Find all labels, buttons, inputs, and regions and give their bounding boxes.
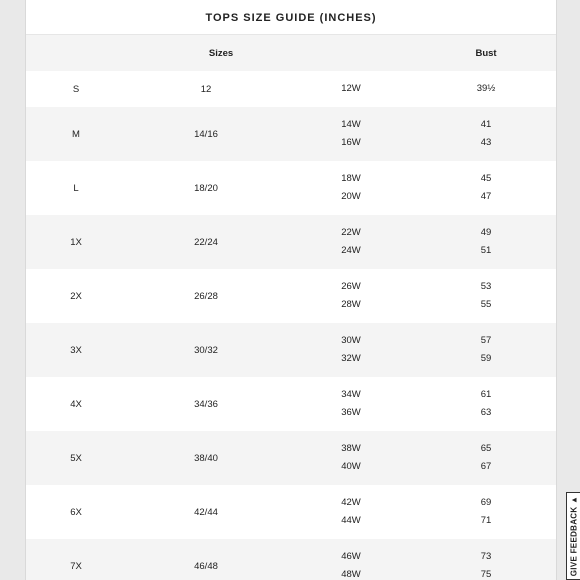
bust-value: 69	[480, 497, 492, 508]
women-size-value: 24W	[341, 245, 361, 256]
triangle-up-icon: ▲	[569, 495, 578, 504]
give-feedback-button[interactable]	[566, 492, 580, 580]
bust-cell	[416, 269, 556, 323]
size-label-cell: L	[73, 182, 79, 194]
women-size-value: 18W	[341, 173, 361, 184]
women-size-cell	[286, 323, 416, 377]
bust-header: Bust	[475, 47, 497, 59]
table-row	[26, 323, 556, 377]
women-size-cell	[286, 431, 416, 485]
size-label-cell: 5X	[70, 452, 82, 464]
women-size-value: 40W	[341, 461, 361, 472]
bust-cell	[416, 539, 556, 580]
women-size-value: 32W	[341, 353, 361, 364]
women-size-value: 44W	[341, 515, 361, 526]
bust-cell	[416, 431, 556, 485]
bust-cell	[416, 161, 556, 215]
numeric-size-cell: 38/40	[194, 452, 218, 464]
size-table	[26, 35, 556, 580]
table-row	[26, 107, 556, 161]
bust-value: 45	[480, 173, 492, 184]
numeric-size-cell: 22/24	[194, 236, 218, 248]
size-label-cell: 6X	[70, 506, 82, 518]
numeric-size-cell: 18/20	[194, 182, 218, 194]
women-size-value: 48W	[341, 569, 361, 580]
bust-value: 75	[480, 569, 492, 580]
women-size-value: 20W	[341, 191, 361, 202]
table-body	[26, 71, 556, 580]
table-row	[26, 161, 556, 215]
bust-value: 63	[480, 407, 492, 418]
bust-value: 57	[480, 335, 492, 346]
size-label-cell: 2X	[70, 290, 82, 302]
women-size-value: 28W	[341, 299, 361, 310]
women-size-cell	[286, 269, 416, 323]
bust-value: 49	[480, 227, 492, 238]
women-size-cell	[286, 539, 416, 580]
women-size-value: 14W	[341, 119, 361, 130]
numeric-size-cell: 12	[200, 83, 212, 95]
women-size-cell	[286, 485, 416, 539]
bust-cell	[416, 215, 556, 269]
women-size-cell	[286, 107, 416, 161]
sizes-header: Sizes	[208, 47, 234, 59]
bust-cell	[416, 377, 556, 431]
women-size-cell	[286, 215, 416, 269]
bust-value: 59	[480, 353, 492, 364]
numeric-size-cell: 14/16	[194, 128, 218, 140]
women-size-value: 16W	[341, 137, 361, 148]
women-size-value: 36W	[341, 407, 361, 418]
give-feedback-label: GIVE FEEDBACK	[569, 506, 578, 577]
numeric-size-cell: 46/48	[194, 560, 218, 572]
size-label-cell: M	[72, 128, 80, 140]
bust-cell	[416, 71, 556, 107]
numeric-size-cell: 34/36	[194, 398, 218, 410]
women-size-cell	[286, 377, 416, 431]
size-label-cell: 7X	[70, 560, 82, 572]
bust-value: 41	[480, 119, 492, 130]
table-row	[26, 485, 556, 539]
size-label-cell: 3X	[70, 344, 82, 356]
women-size-value: 30W	[341, 335, 361, 346]
bust-cell	[416, 323, 556, 377]
bust-value: 43	[480, 137, 492, 148]
numeric-size-cell: 26/28	[194, 290, 218, 302]
bust-value: 39½	[476, 83, 496, 94]
table-row	[26, 539, 556, 580]
size-label-cell: S	[72, 83, 80, 95]
bust-value: 51	[480, 245, 492, 256]
women-size-value: 46W	[341, 551, 361, 562]
numeric-size-cell: 30/32	[194, 344, 218, 356]
bust-value: 73	[480, 551, 492, 562]
women-size-value: 38W	[341, 443, 361, 454]
women-size-cell	[286, 161, 416, 215]
size-guide-panel	[25, 0, 557, 580]
bust-value: 55	[480, 299, 492, 310]
numeric-size-cell: 42/44	[194, 506, 218, 518]
women-size-value: 12W	[341, 83, 361, 94]
bust-value: 61	[480, 389, 492, 400]
women-size-value: 22W	[341, 227, 361, 238]
women-size-value: 42W	[341, 497, 361, 508]
table-row	[26, 71, 556, 107]
table-row	[26, 215, 556, 269]
bust-value: 47	[480, 191, 492, 202]
bust-value: 67	[480, 461, 492, 472]
bust-cell	[416, 485, 556, 539]
size-guide-title: TOPS SIZE GUIDE (INCHES)	[26, 0, 556, 35]
table-row	[26, 269, 556, 323]
table-header-row	[26, 35, 556, 71]
size-label-cell: 4X	[70, 398, 82, 410]
bust-value: 71	[480, 515, 492, 526]
bust-value: 53	[480, 281, 492, 292]
women-size-value: 34W	[341, 389, 361, 400]
size-label-cell: 1X	[70, 236, 82, 248]
table-row	[26, 377, 556, 431]
bust-value: 65	[480, 443, 492, 454]
women-size-cell	[286, 71, 416, 107]
bust-cell	[416, 107, 556, 161]
table-row	[26, 431, 556, 485]
women-size-value: 26W	[341, 281, 361, 292]
